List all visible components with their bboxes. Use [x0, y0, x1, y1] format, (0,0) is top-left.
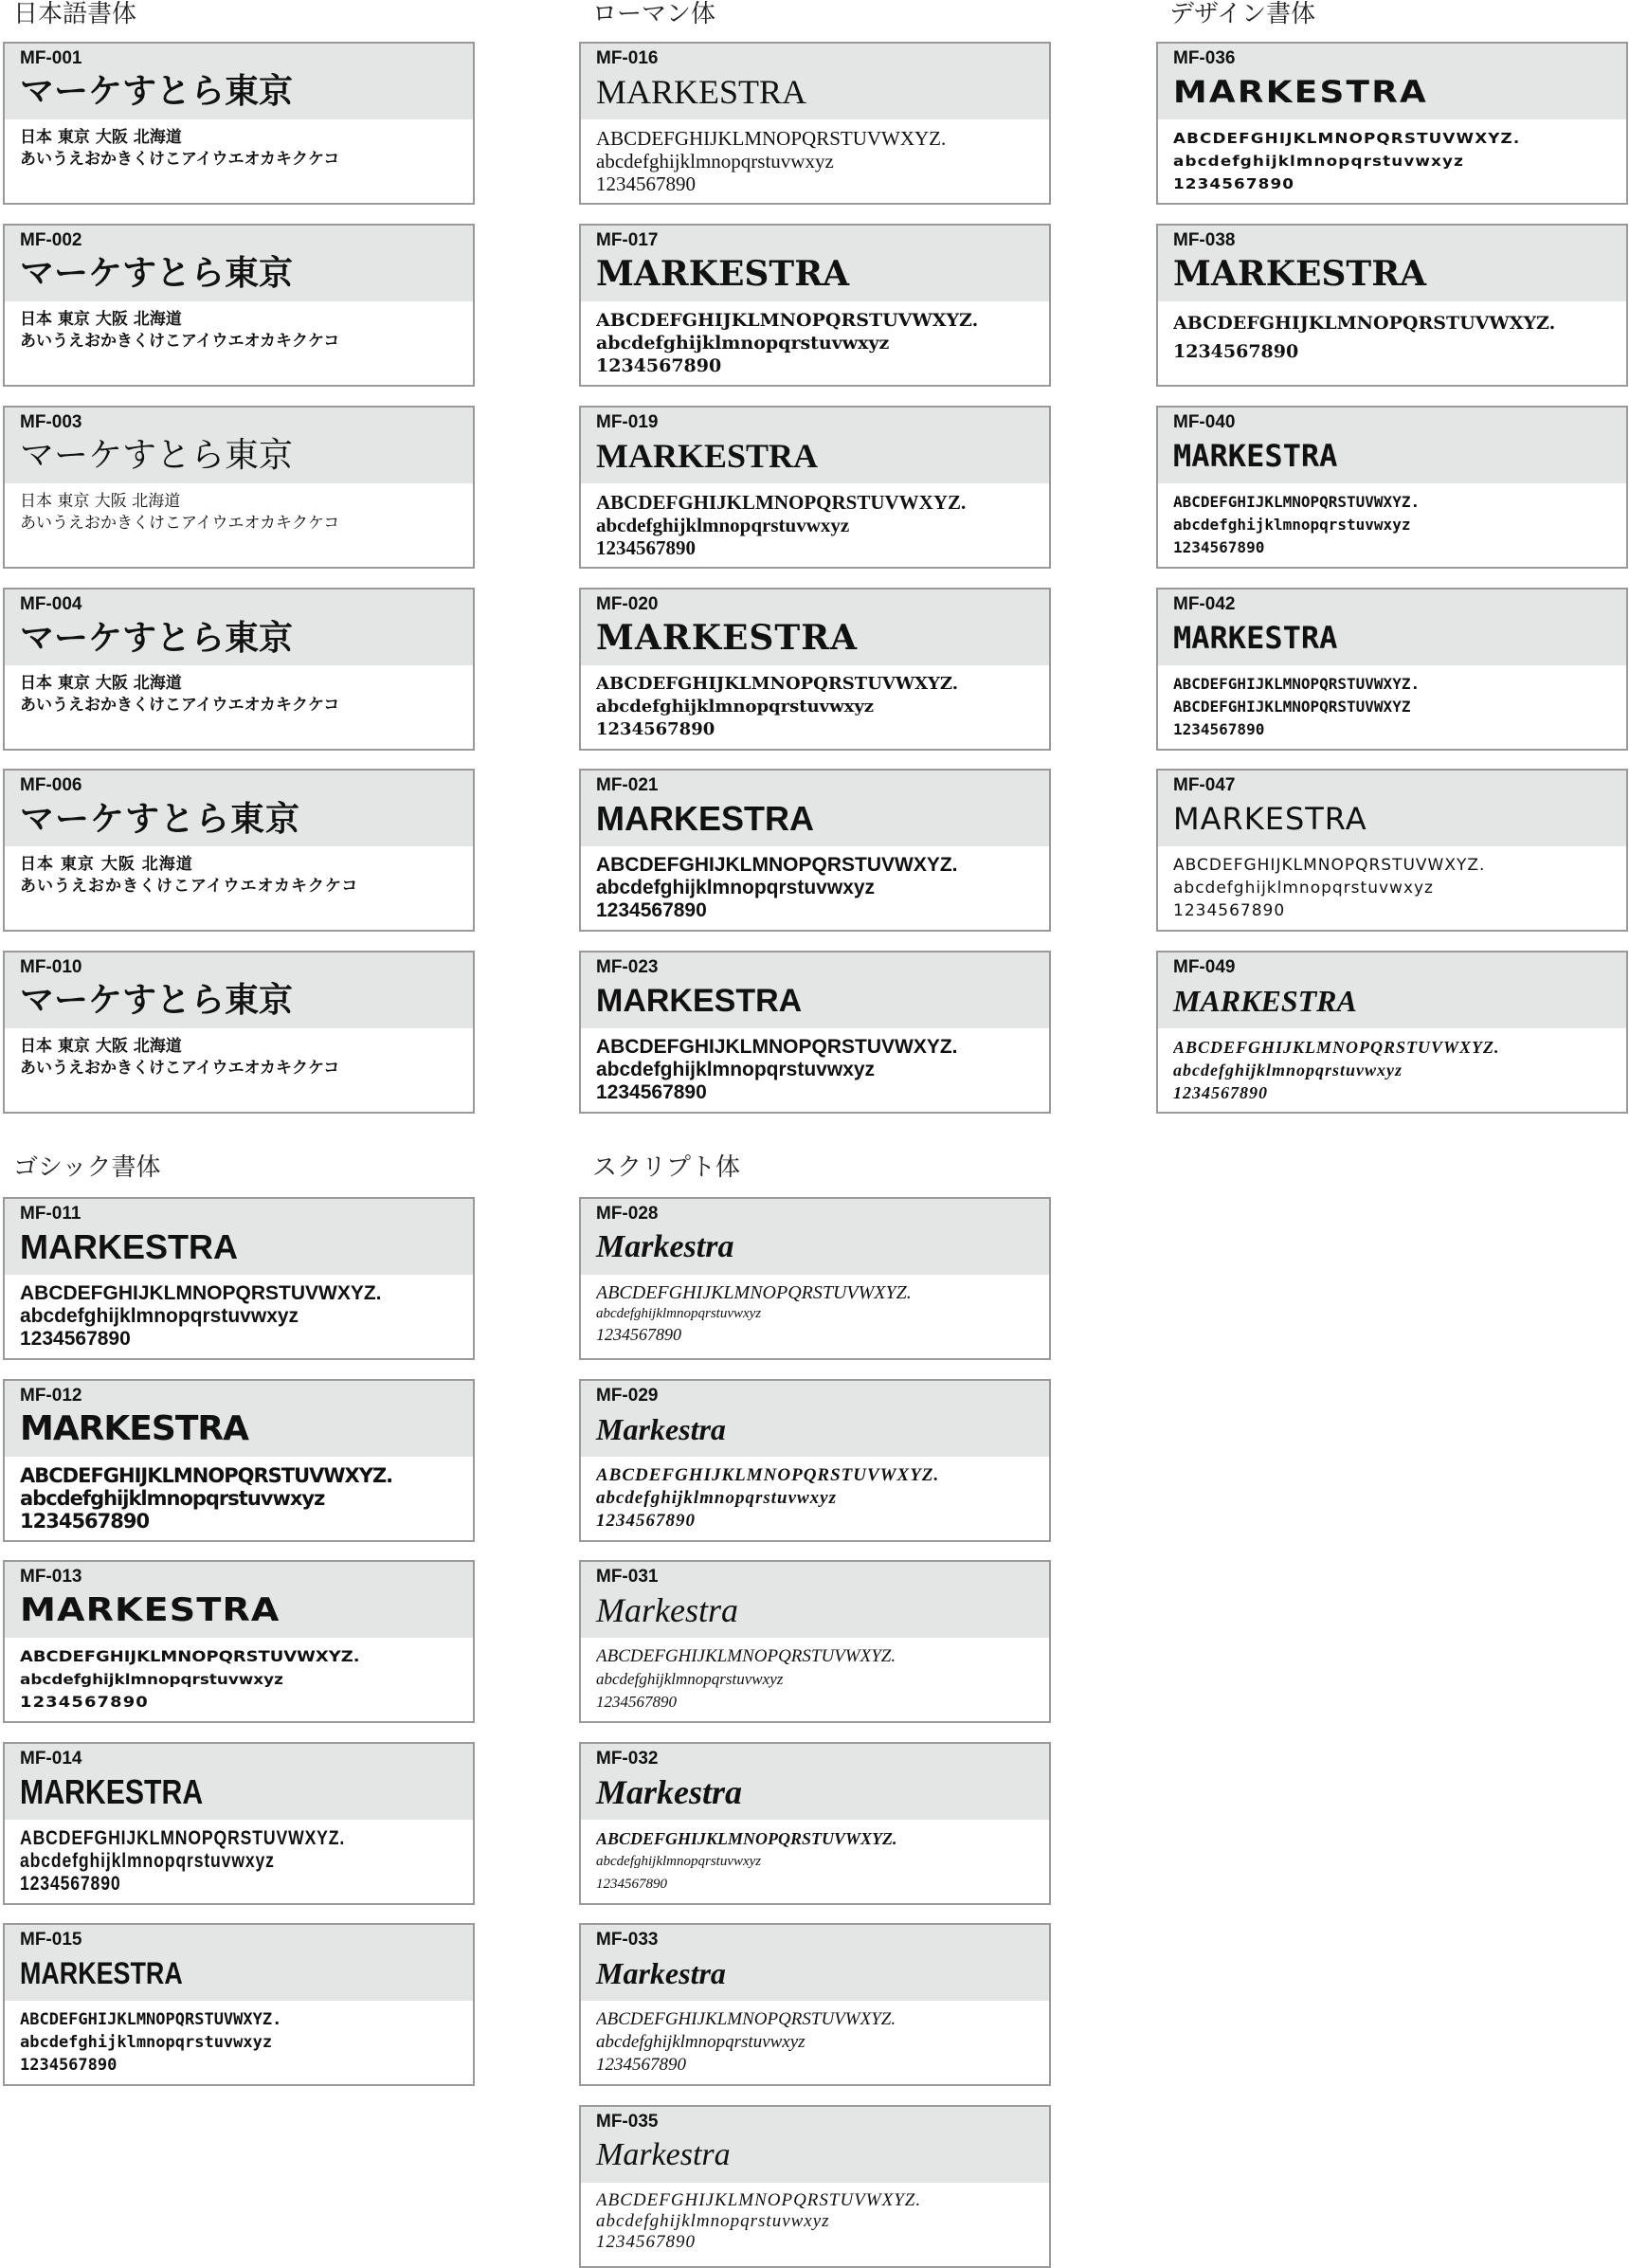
sample-line-1: 日本 東京 大阪 北海道: [20, 492, 181, 511]
font-card-mf-006: [3, 769, 475, 932]
font-card-mf-047: [1156, 769, 1628, 932]
font-card-mf-023: [579, 951, 1051, 1114]
font-card-mf-017: [579, 224, 1051, 387]
font-code: MF-017: [596, 230, 659, 250]
sample-line-lowercase: abcdefghijklmnopqrstuvwxyz: [20, 1487, 325, 1510]
font-code: MF-004: [20, 594, 82, 614]
font-sample-name: MARKESTRA: [20, 1227, 238, 1266]
font-code: MF-040: [1173, 412, 1236, 432]
font-card-mf-040: [1156, 406, 1628, 569]
font-card-mf-015: [3, 1923, 475, 2086]
font-code: MF-002: [20, 230, 82, 250]
sample-line-2: あいうえおかきくけこアイウエオカキクケコ: [20, 332, 340, 351]
font-code: MF-003: [20, 412, 82, 432]
sample-line-uppercase: ABCDEFGHIJKLMNOPQRSTUVWXYZ.: [1173, 1038, 1500, 1057]
sample-line-digits: 1234567890: [596, 1081, 707, 1103]
sample-line-uppercase: ABCDEFGHIJKLMNOPQRSTUVWXYZ.: [596, 854, 958, 876]
sample-line-digits: 1234567890: [596, 1877, 667, 1892]
sample-line-uppercase: ABCDEFGHIJKLMNOPQRSTUVWXYZ.: [1173, 130, 1521, 147]
font-code: MF-047: [1173, 775, 1236, 795]
sample-line-digits: 1234567890: [1173, 175, 1295, 192]
font-code: MF-020: [596, 594, 659, 614]
font-sample-name: MARKESTRA: [596, 437, 819, 475]
font-sample-name: MARKESTRA: [596, 618, 859, 658]
sample-line-digits: 1234567890: [1173, 341, 1299, 362]
font-code: MF-015: [20, 1930, 82, 1950]
font-card-mf-004: [3, 588, 475, 751]
font-sample-name: Markestra: [596, 1956, 726, 1990]
sample-line-2: あいうえおかきくけこアイウエオカキクケコ: [20, 150, 340, 169]
sample-line-digits: 1234567890: [1173, 901, 1286, 920]
sample-line-1: 日本 東京 大阪 北海道: [20, 855, 193, 874]
font-card-mf-016: [579, 42, 1051, 205]
sample-line-uppercase: ABCDEFGHIJKLMNOPQRSTUVWXYZ.: [596, 127, 947, 150]
font-sample-name: Markestra: [596, 1773, 743, 1811]
section-title-japanese: 日本語書体: [13, 0, 137, 28]
sample-line-uppercase: ABCDEFGHIJKLMNOPQRSTUVWXYZ.: [596, 491, 967, 514]
font-card-mf-032: [579, 1742, 1051, 1905]
sample-line-lowercase: abcdefghijklmnopqrstuvwxyz: [596, 1059, 876, 1080]
font-sample-name: Markestra: [596, 1591, 738, 1629]
sample-line-uppercase-2: ABCDEFGHIJKLMNOPQRSTUVWXYZ: [1173, 698, 1411, 716]
sample-line-digits: 1234567890: [1173, 720, 1265, 738]
font-card-mf-033: [579, 1923, 1051, 2086]
sample-line-uppercase: ABCDEFGHIJKLMNOPQRSTUVWXYZ.: [20, 2010, 282, 2029]
font-card-mf-020: [579, 588, 1051, 751]
sample-line-uppercase: ABCDEFGHIJKLMNOPQRSTUVWXYZ.: [596, 310, 979, 331]
font-sample-name: MARKESTRA: [596, 254, 850, 294]
font-card-mf-049: [1156, 951, 1628, 1114]
sample-line-lowercase: abcdefghijklmnopqrstuvwxyz: [1173, 153, 1464, 170]
font-sample-name: MARKESTRA: [20, 1409, 248, 1448]
sample-line-lowercase: abcdefghijklmnopqrstuvwxyz: [596, 514, 850, 536]
section-title-roman: ローマン体: [592, 0, 716, 28]
sample-line-digits: 1234567890: [20, 1328, 131, 1350]
sample-line-uppercase: ABCDEFGHIJKLMNOPQRSTUVWXYZ.: [596, 674, 958, 694]
font-card-mf-042: [1156, 588, 1628, 751]
sample-line-1: 日本 東京 大阪 北海道: [20, 310, 182, 329]
font-card-mf-003: [3, 406, 475, 569]
font-card-mf-001: [3, 42, 475, 205]
font-code: MF-035: [596, 2112, 659, 2132]
sample-line-digits: 1234567890: [596, 2232, 696, 2252]
section-title-script: スクリプト体: [592, 1153, 741, 1182]
font-code: MF-014: [20, 1749, 82, 1769]
sample-line-uppercase: ABCDEFGHIJKLMNOPQRSTUVWXYZ.: [20, 1464, 393, 1487]
sample-line-digits: 1234567890: [20, 1510, 150, 1533]
font-card-mf-031: [579, 1560, 1051, 1723]
sample-line-2: あいうえおかきくけこアイウエオカキクケコ: [20, 514, 340, 533]
font-code: MF-011: [20, 1204, 81, 1224]
sample-line-1: 日本 東京 大阪 北海道: [20, 1037, 182, 1056]
sample-line-uppercase: ABCDEFGHIJKLMNOPQRSTUVWXYZ.: [20, 1647, 360, 1665]
sample-line-digits: 1234567890: [596, 2055, 686, 2075]
sample-line-lowercase: abcdefghijklmnopqrstuvwxyz: [1173, 516, 1411, 534]
sample-line-lowercase: abcdefghijklmnopqrstuvwxyz: [596, 1670, 784, 1688]
sample-line-digits: 1234567890: [20, 1693, 149, 1711]
font-code: MF-023: [596, 957, 659, 977]
font-card-mf-036: [1156, 42, 1628, 205]
sample-line-lowercase: abcdefghijklmnopqrstuvwxyz: [20, 1305, 299, 1327]
font-card-mf-014: [3, 1742, 475, 1905]
sample-line-uppercase: ABCDEFGHIJKLMNOPQRSTUVWXYZ.: [596, 1646, 896, 1666]
font-code: MF-042: [1173, 594, 1236, 614]
font-sample-name: MARKESTRA: [20, 1591, 281, 1629]
font-sample-name: マーケすとら東京: [20, 799, 301, 839]
font-sample-name: MARKESTRA: [1173, 801, 1367, 837]
font-code: MF-038: [1173, 230, 1236, 250]
font-card-mf-011: [3, 1197, 475, 1360]
sample-line-uppercase: ABCDEFGHIJKLMNOPQRSTUVWXYZ.: [20, 1827, 346, 1849]
sample-line-uppercase: ABCDEFGHIJKLMNOPQRSTUVWXYZ.: [596, 2190, 922, 2210]
font-card-mf-019: [579, 406, 1051, 569]
font-card-mf-010: [3, 951, 475, 1114]
sample-line-lowercase: abcdefghijklmnopqrstuvwxyz: [596, 2211, 830, 2231]
sample-line-2: あいうえおかきくけこアイウエオカキクケコ: [20, 696, 340, 715]
font-card-mf-028: [579, 1197, 1051, 1360]
font-sample-name: Markestra: [596, 1229, 734, 1264]
font-code: MF-010: [20, 957, 82, 977]
font-sample-name: MARKESTRA: [596, 799, 814, 838]
sample-line-lowercase: abcdefghijklmnopqrstuvwxyz: [20, 1671, 283, 1688]
sample-line-uppercase: ABCDEFGHIJKLMNOPQRSTUVWXYZ.: [1173, 675, 1421, 693]
font-code: MF-032: [596, 1749, 659, 1769]
sample-line-1: 日本 東京 大阪 北海道: [20, 128, 182, 147]
font-code: MF-013: [20, 1567, 82, 1587]
font-code: MF-049: [1173, 957, 1236, 977]
font-sample-name: マーケすとら東京: [20, 72, 294, 111]
font-code: MF-021: [596, 775, 659, 795]
sample-line-digits: 1234567890: [1173, 538, 1265, 556]
font-code: MF-028: [596, 1204, 659, 1224]
sample-line-2: あいうえおかきくけこアイウエオカキクケコ: [20, 1059, 340, 1078]
font-code: MF-006: [20, 775, 82, 795]
sample-line-lowercase: abcdefghijklmnopqrstuvwxyz: [596, 697, 875, 717]
sample-line-uppercase: ABCDEFGHIJKLMNOPQRSTUVWXYZ.: [596, 1829, 897, 1848]
font-sample-name: MARKESTRA: [596, 73, 807, 111]
sample-line-lowercase: abcdefghijklmnopqrstuvwxyz: [596, 1854, 762, 1869]
sample-line-digits: 1234567890: [596, 719, 715, 739]
font-sample-name: MARKESTRA: [1173, 620, 1338, 656]
font-sample-name: マーケすとら東京: [20, 254, 294, 293]
sample-line-uppercase: ABCDEFGHIJKLMNOPQRSTUVWXYZ.: [596, 1465, 940, 1485]
font-sample-name: MARKESTRA: [20, 1956, 183, 1990]
sample-line-digits: 1234567890: [596, 1511, 696, 1531]
sample-line-digits: 1234567890: [596, 899, 707, 921]
font-code: MF-031: [596, 1567, 659, 1587]
sample-line-uppercase: ABCDEFGHIJKLMNOPQRSTUVWXYZ.: [20, 1282, 382, 1304]
font-card-mf-035: [579, 2105, 1051, 2268]
sample-line-lowercase: abcdefghijklmnopqrstuvwxyz: [20, 2033, 273, 2052]
font-code: MF-012: [20, 1386, 82, 1406]
font-code: MF-001: [20, 48, 82, 68]
sample-line-lowercase: abcdefghijklmnopqrstuvwxyz: [596, 150, 834, 172]
sample-line-digits: 1234567890: [20, 1873, 121, 1895]
font-sample-name: MARKESTRA: [596, 983, 803, 1019]
sample-line-digits: 1234567890: [596, 536, 696, 559]
sample-line-uppercase: ABCDEFGHIJKLMNOPQRSTUVWXYZ.: [1173, 493, 1421, 511]
sample-line-lowercase: abcdefghijklmnopqrstuvwxyz: [20, 1850, 275, 1872]
sample-line-digits: 1234567890: [596, 355, 722, 376]
sample-line-digits: 1234567890: [20, 2056, 118, 2075]
font-sample-name: マーケすとら東京: [20, 618, 294, 658]
sample-line-lowercase: abcdefghijklmnopqrstuvwxyz: [1173, 1061, 1403, 1080]
font-card-mf-013: [3, 1560, 475, 1723]
sample-line-1: 日本 東京 大阪 北海道: [20, 674, 182, 693]
sample-line-lowercase: abcdefghijklmnopqrstuvwxyz: [596, 2032, 805, 2052]
font-sample-name: MARKESTRA: [1173, 74, 1429, 110]
font-code: MF-029: [596, 1386, 659, 1406]
sample-line-lowercase: abcdefghijklmnopqrstuvwxyz: [596, 1306, 762, 1321]
sample-line-digits: 1234567890: [596, 172, 696, 195]
font-sample-name: Markestra: [596, 1412, 726, 1446]
font-sample-name: Markestra: [596, 2137, 731, 2172]
sample-line-uppercase: ABCDEFGHIJKLMNOPQRSTUVWXYZ.: [596, 2009, 896, 2029]
sample-line-uppercase: ABCDEFGHIJKLMNOPQRSTUVWXYZ.: [596, 1282, 912, 1303]
font-code: MF-019: [596, 412, 659, 432]
font-card-mf-038: [1156, 224, 1628, 387]
section-title-gothic: ゴシック書体: [13, 1153, 161, 1182]
sample-line-2: あいうえおかきくけこアイウエオカキクケコ: [20, 877, 359, 896]
sample-line-uppercase: ABCDEFGHIJKLMNOPQRSTUVWXYZ.: [1173, 856, 1486, 875]
sample-line-uppercase: ABCDEFGHIJKLMNOPQRSTUVWXYZ.: [596, 1036, 958, 1058]
sample-line-uppercase: ABCDEFGHIJKLMNOPQRSTUVWXYZ.: [1173, 313, 1556, 334]
font-sample-name: MARKESTRA: [20, 1772, 204, 1811]
section-title-design: デザイン書体: [1169, 0, 1316, 28]
sample-line-lowercase: abcdefghijklmnopqrstuvwxyz: [596, 333, 890, 354]
font-sample-name: マーケすとら東京: [20, 981, 294, 1020]
sample-line-digits: 1234567890: [596, 1325, 681, 1344]
sample-line-lowercase: abcdefghijklmnopqrstuvwxyz: [596, 1488, 838, 1508]
font-code: MF-016: [596, 48, 659, 68]
font-sample-name: マーケすとら東京: [20, 436, 294, 475]
font-sample-name: MARKESTRA: [1173, 254, 1427, 294]
font-sample-name: MARKESTRA: [1173, 984, 1357, 1018]
font-code: MF-036: [1173, 48, 1236, 68]
sample-line-digits: 1234567890: [1173, 1083, 1268, 1102]
sample-line-digits: 1234567890: [596, 1693, 677, 1711]
font-code: MF-033: [596, 1930, 659, 1950]
font-card-mf-029: [579, 1379, 1051, 1542]
sample-line-lowercase: abcdefghijklmnopqrstuvwxyz: [1173, 879, 1434, 898]
font-card-mf-012: [3, 1379, 475, 1542]
font-card-mf-002: [3, 224, 475, 387]
font-card-mf-021: [579, 769, 1051, 932]
sample-line-lowercase: abcdefghijklmnopqrstuvwxyz: [596, 877, 876, 898]
font-sample-name: MARKESTRA: [1173, 438, 1338, 474]
